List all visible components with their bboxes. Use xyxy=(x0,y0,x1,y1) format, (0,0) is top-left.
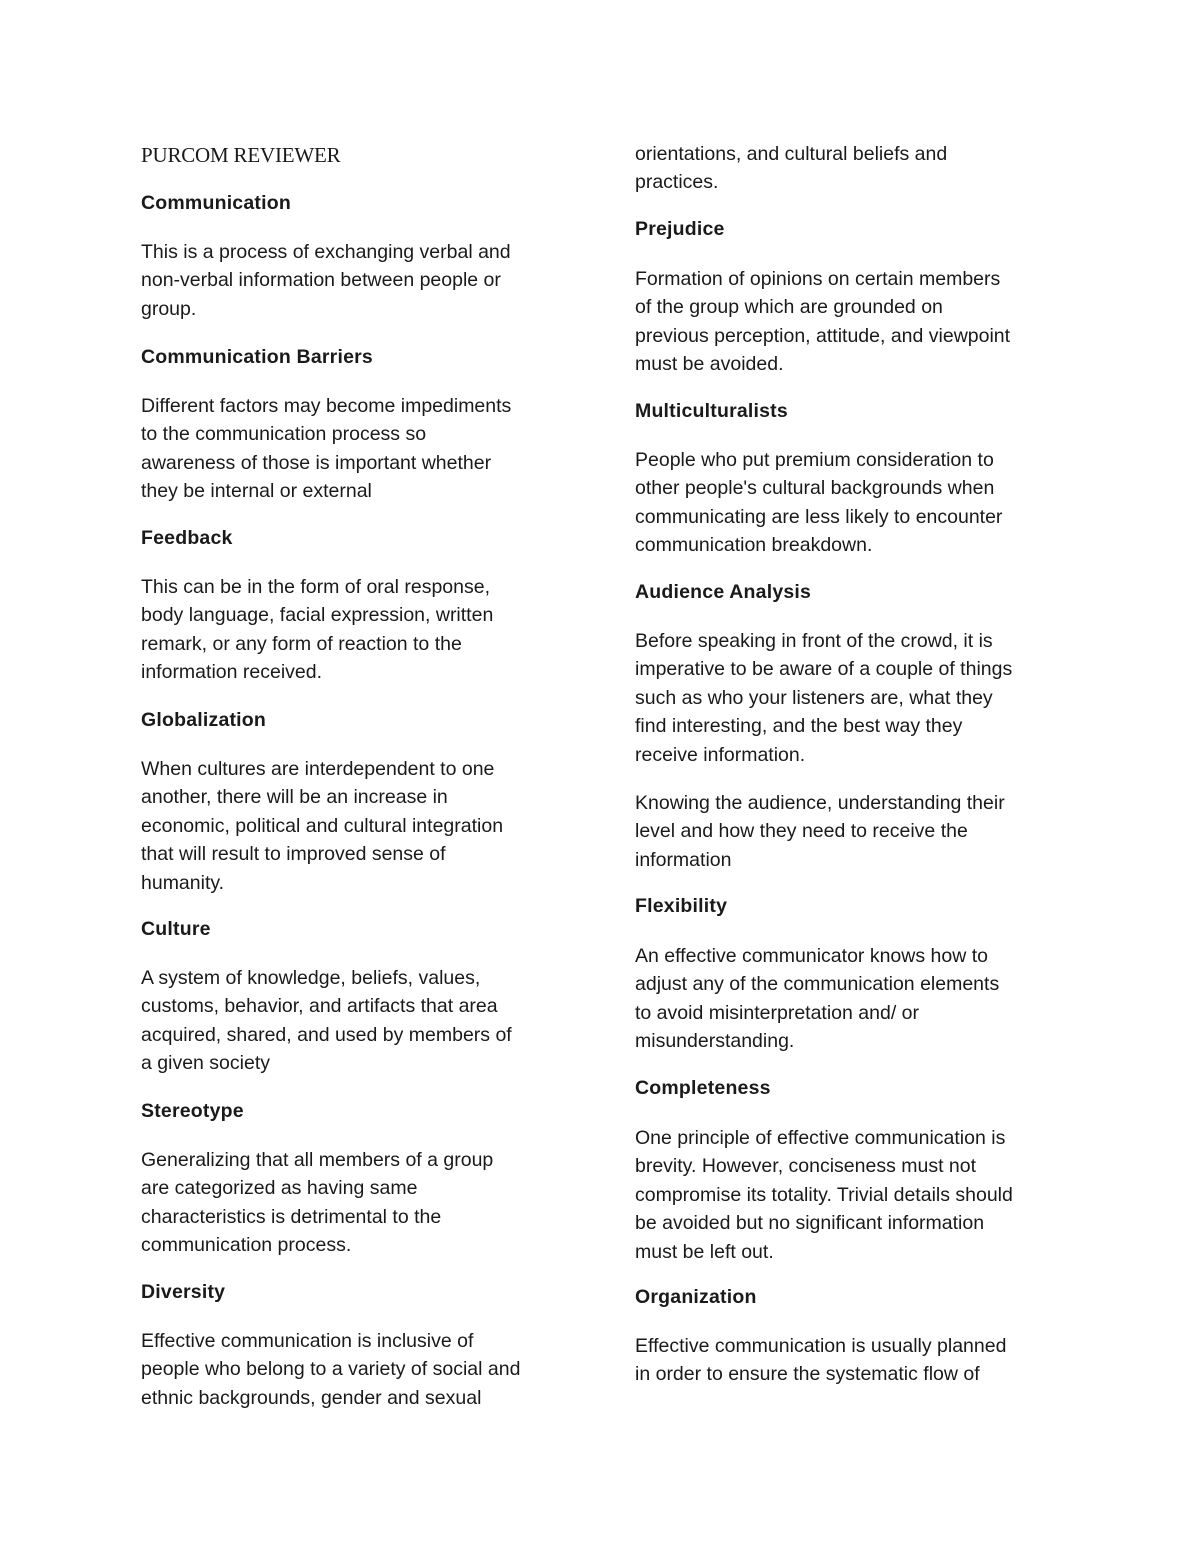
section-heading-prejudice: Prejudice xyxy=(635,218,725,240)
section-body-feedback: This can be in the form of oral response, body language, facial expression, written remark, or any form of reaction to the information received. xyxy=(141,576,494,684)
section-heading-communication: Communication xyxy=(141,192,291,214)
section-heading-feedback: Feedback xyxy=(141,527,233,549)
section-body-flexibility: An effective communicator knows how to adjust any of the communication elements to avoid misinterpretation and/ or misunderstanding. xyxy=(635,945,1000,1053)
section-heading-culture: Culture xyxy=(141,918,211,940)
section-heading-completeness: Completeness xyxy=(635,1077,771,1099)
section-body-stereotype: Generalizing that all members of a group are categorized as having same characteristics is detrimental to the communication process. xyxy=(141,1149,494,1257)
section-body-communication: This is a process of exchanging verbal and non-verbal information between people or group. xyxy=(141,241,511,320)
section-body-globalization: When cultures are interdependent to one another, there will be an increase in economic, political and cultural integration that will result to improved sense of humanity. xyxy=(141,758,504,894)
section-body-completeness: One principle of effective communication is brevity. However, conciseness must not compromise its totality. Trivial details should be avoided but no significant information must be left out. xyxy=(635,1127,1013,1263)
section-body-communication-barriers: Different factors may become impediments to the communication process so awareness of those is important whether they be internal or external xyxy=(141,395,512,503)
section-heading-multiculturalists: Multiculturalists xyxy=(635,400,788,422)
section-body-multiculturalists: People who put premium consideration to other people's cultural backgrounds when communicating are less likely to encounter communication breakdown. xyxy=(635,449,1003,557)
section-heading-flexibility: Flexibility xyxy=(635,895,728,917)
section-body-culture: A system of knowledge, beliefs, values, customs, behavior, and artifacts that area acquired, shared, and used by members of a given society xyxy=(141,967,512,1075)
section-body-diversity: Effective communication is inclusive of people who belong to a variety of social and ethnic backgrounds, gender and sexual xyxy=(141,1330,521,1409)
section-body-prejudice: Formation of opinions on certain members of the group which are grounded on previous perception, attitude, and viewpoint must be avoided. xyxy=(635,268,1011,376)
diversity-continuation: orientations, and cultural beliefs and practices. xyxy=(635,143,948,194)
section-body-audience-analysis: Before speaking in front of the crowd, it is imperative to be aware of a couple of things such as who your listeners are, what they find interesting, and the best way they receive information. xyxy=(635,630,1013,766)
section-body-organization: Effective communication is usually planned in order to ensure the systematic flow of xyxy=(635,1335,1007,1386)
section-heading-organization: Organization xyxy=(635,1286,757,1308)
section-heading-diversity: Diversity xyxy=(141,1281,226,1303)
document-title: PURCOM REVIEWER xyxy=(141,143,341,167)
section-body-audience-analysis-2: Knowing the audience, understanding their level and how they need to receive the information xyxy=(635,792,1005,871)
section-heading-stereotype: Stereotype xyxy=(141,1100,244,1122)
section-heading-communication-barriers: Communication Barriers xyxy=(141,346,373,368)
section-heading-audience-analysis: Audience Analysis xyxy=(635,581,812,603)
section-heading-globalization: Globalization xyxy=(141,709,267,731)
